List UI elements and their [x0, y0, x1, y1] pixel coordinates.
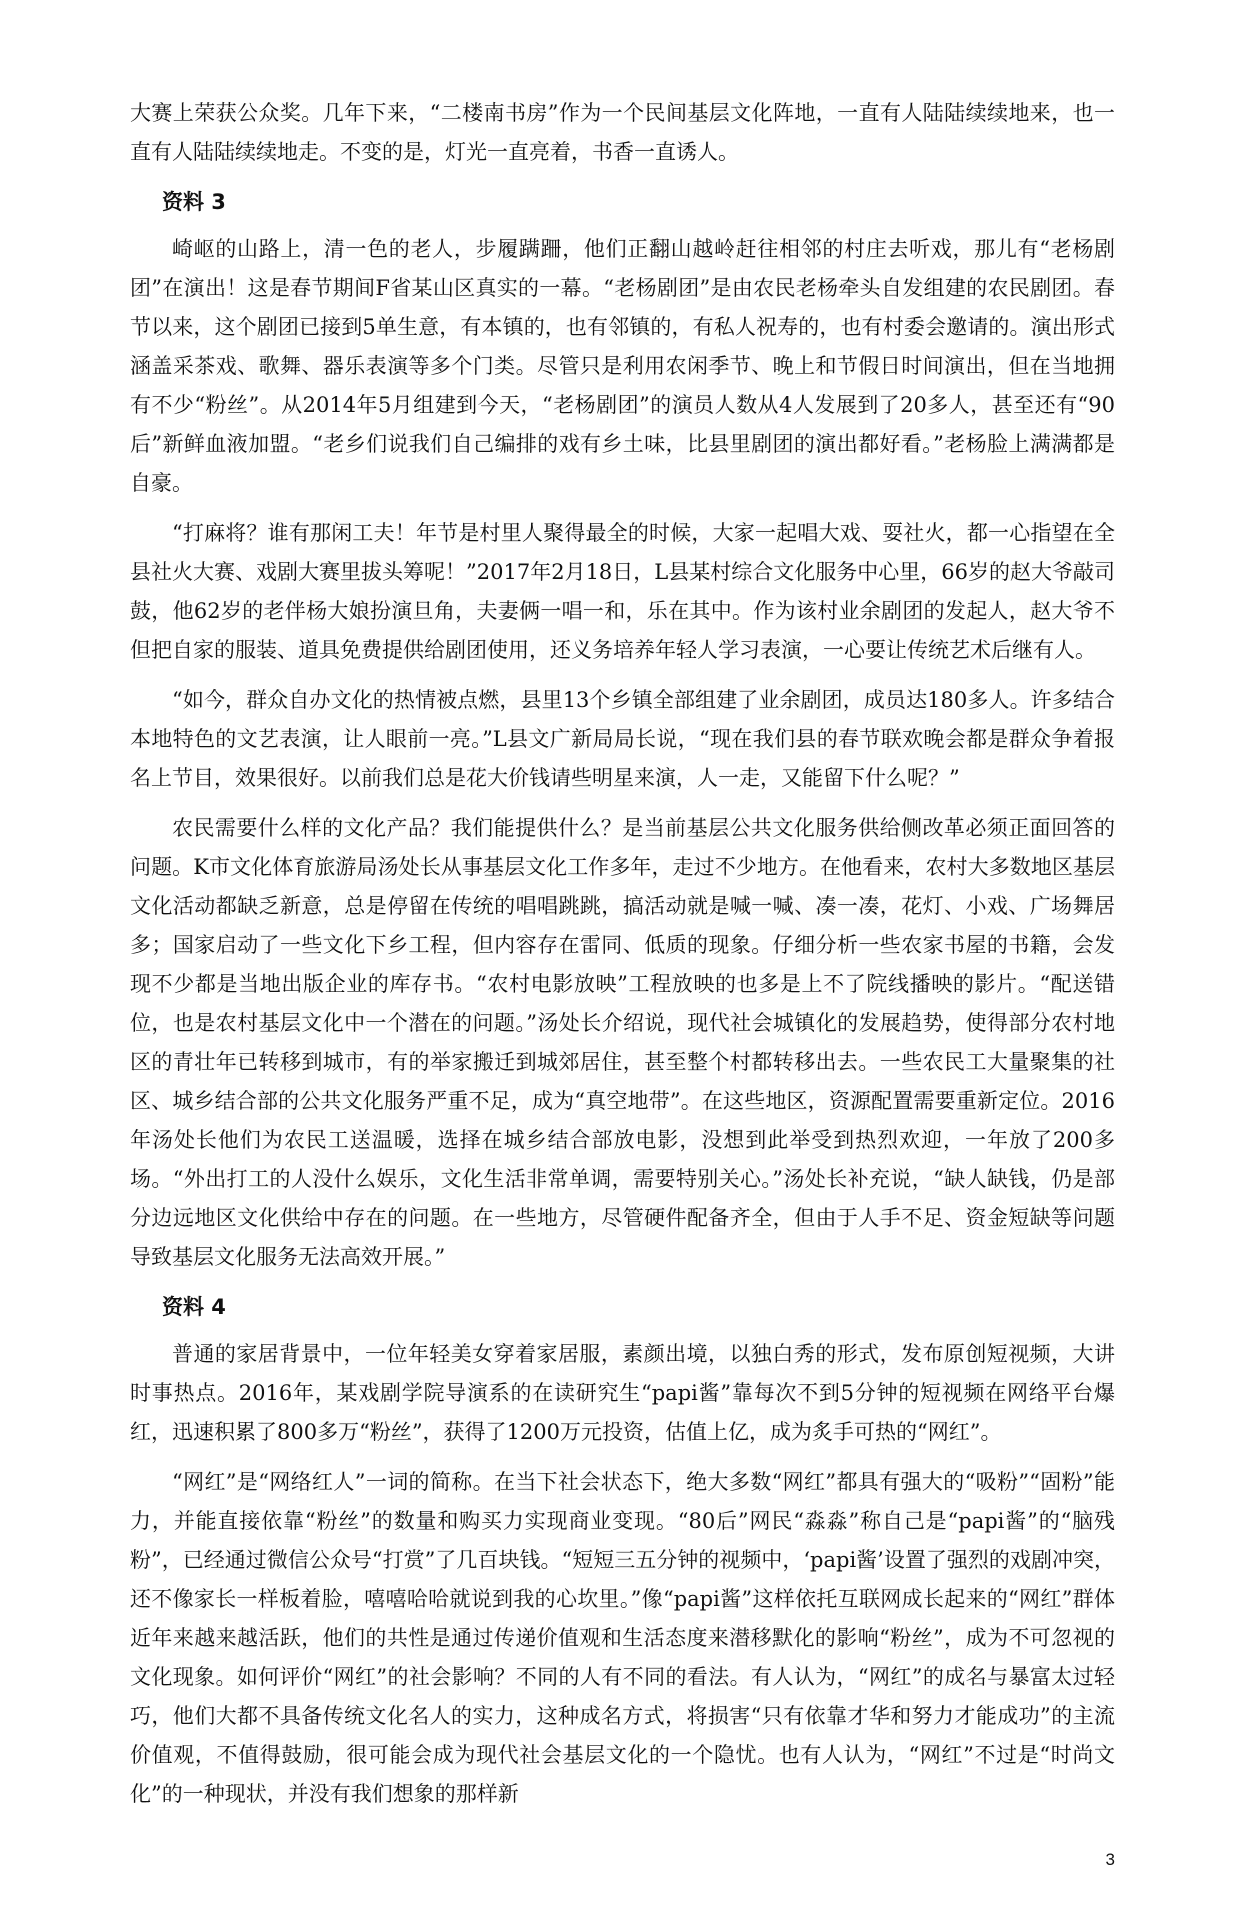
paragraph: “如今，群众自办文化的热情被点燃，县里13个乡镇全部组建了业余剧团，成员达180多人。许多结合本地特色的文艺表演，让人眼前一亮。”L县文广新局局长说，“现在我们县的春节联欢晚会都是群众争着报名上节目，效果很好。以前我们总是花大价钱请些明星来演，人一走，又能留下什么呢？”	[130, 688, 1115, 790]
document-body	[130, 94, 1115, 1825]
section-heading-3: 资料 3	[162, 190, 226, 214]
paragraph: 崎岖的山路上，清一色的老人，步履蹒跚，他们正翻山越岭赶往相邻的村庄去听戏，那儿有“老杨剧团”在演出！这是春节期间F省某山区真实的一幕。“老杨剧团”是由农民老杨牵头自发组建的农民剧团。春节以来，这个剧团已接到5单生意，有本镇的，也有邻镇的，有私人祝寿的，也有村委会邀请的。演出形式涵盖采茶戏、歌舞、器乐表演等多个门类。尽管只是利用农闲季节、晚上和节假日时间演出，但在当地拥有不少“粉丝”。从2014年5月组建到今天，“老杨剧团”的演员人数从4人发展到了20多人，甚至还有“90后”新鲜血液加盟。“老乡们说我们自己编排的戏有乡土味，比县里剧团的演出都好看。”老杨脸上满满都是自豪。	[130, 237, 1115, 495]
paragraph: “网红”是“网络红人”一词的简称。在当下社会状态下，绝大多数“网红”都具有强大的“吸粉”“固粉”能力，并能直接依靠“粉丝”的数量和购买力实现商业变现。“80后”网民“淼淼”称自己是“papi酱”的“脑残粉”，已经通过微信公众号“打赏”了几百块钱。“短短三五分钟的视频中，‘papi酱’设置了强烈的戏剧冲突，还不像家长一样板着脸，嘻嘻哈哈就说到我的心坎里。”像“papi酱”这样依托互联网成长起来的“网红”群体近年来越来越活跃，他们的共性是通过传递价值观和生活态度来潜移默化的影响“粉丝”，成为不可忽视的文化现象。如何评价“网红”的社会影响？不同的人有不同的看法。有人认为，“网红”的成名与暴富太过轻巧，他们大都不具备传统文化名人的实力，这种成名方式，将损害“只有依靠才华和努力才能成功”的主流价值观，不值得鼓励，很可能会成为现代社会基层文化的一个隐忧。也有人认为，“网红”不过是“时尚文化”的一种现状，并没有我们想象的那样新	[130, 1470, 1115, 1806]
paragraph: 农民需要什么样的文化产品？我们能提供什么？是当前基层公共文化服务供给侧改革必须正面回答的问题。K市文化体育旅游局汤处长从事基层文化工作多年，走过不少地方。在他看来，农村大多数地区基层文化活动都缺乏新意，总是停留在传统的唱唱跳跳，搞活动就是喊一喊、凑一凑，花灯、小戏、广场舞居多；国家启动了一些文化下乡工程，但内容存在雷同、低质的现象。仔细分析一些农家书屋的书籍，会发现不少都是当地出版企业的库存书。“农村电影放映”工程放映的也多是上不了院线播映的影片。“配送错位，也是农村基层文化中一个潜在的问题。”汤处长介绍说，现代社会城镇化的发展趋势，使得部分农村地区的青壮年已转移到城市，有的举家搬迁到城郊居住，甚至整个村都转移出去。一些农民工大量聚集的社区、城乡结合部的公共文化服务严重不足，成为“真空地带”。在这些地区，资源配置需要重新定位。2016年汤处长他们为农民工送温暖，选择在城乡结合部放电影，没想到此举受到热烈欢迎，一年放了200多场。“外出打工的人没什么娱乐，文化生活非常单调，需要特别关心。”汤处长补充说，“缺人缺钱，仍是部分边远地区文化供给中存在的问题。在一些地方，尽管硬件配备齐全，但由于人手不足、资金短缺等问题导致基层文化服务无法高效开展。”	[130, 816, 1115, 1269]
page-number: 3	[1105, 1850, 1115, 1869]
section-heading-4: 资料 4	[162, 1295, 226, 1319]
paragraph-continued: 大赛上荣获公众奖。几年下来，“二楼南书房”作为一个民间基层文化阵地，一直有人陆陆续续地来，也一直有人陆陆续续地走。不变的是，灯光一直亮着，书香一直诱人。	[130, 101, 1115, 164]
paragraph: 普通的家居背景中，一位年轻美女穿着家居服，素颜出境，以独白秀的形式，发布原创短视频，大讲时事热点。2016年，某戏剧学院导演系的在读研究生“papi酱”靠每次不到5分钟的短视频在网络平台爆红，迅速积累了800多万“粉丝”，获得了1200万元投资，估值上亿，成为炙手可热的“网红”。	[130, 1342, 1115, 1444]
paragraph: “打麻将？谁有那闲工夫！年节是村里人聚得最全的时候，大家一起唱大戏、耍社火，都一心指望在全县社火大赛、戏剧大赛里拔头筹呢！”2017年2月18日，L县某村综合文化服务中心里，66岁的赵大爷敲司鼓，他62岁的老伴杨大娘扮演旦角，夫妻俩一唱一和，乐在其中。作为该村业余剧团的发起人，赵大爷不但把自家的服装、道具免费提供给剧团使用，还义务培养年轻人学习表演，一心要让传统艺术后继有人。	[130, 521, 1115, 662]
